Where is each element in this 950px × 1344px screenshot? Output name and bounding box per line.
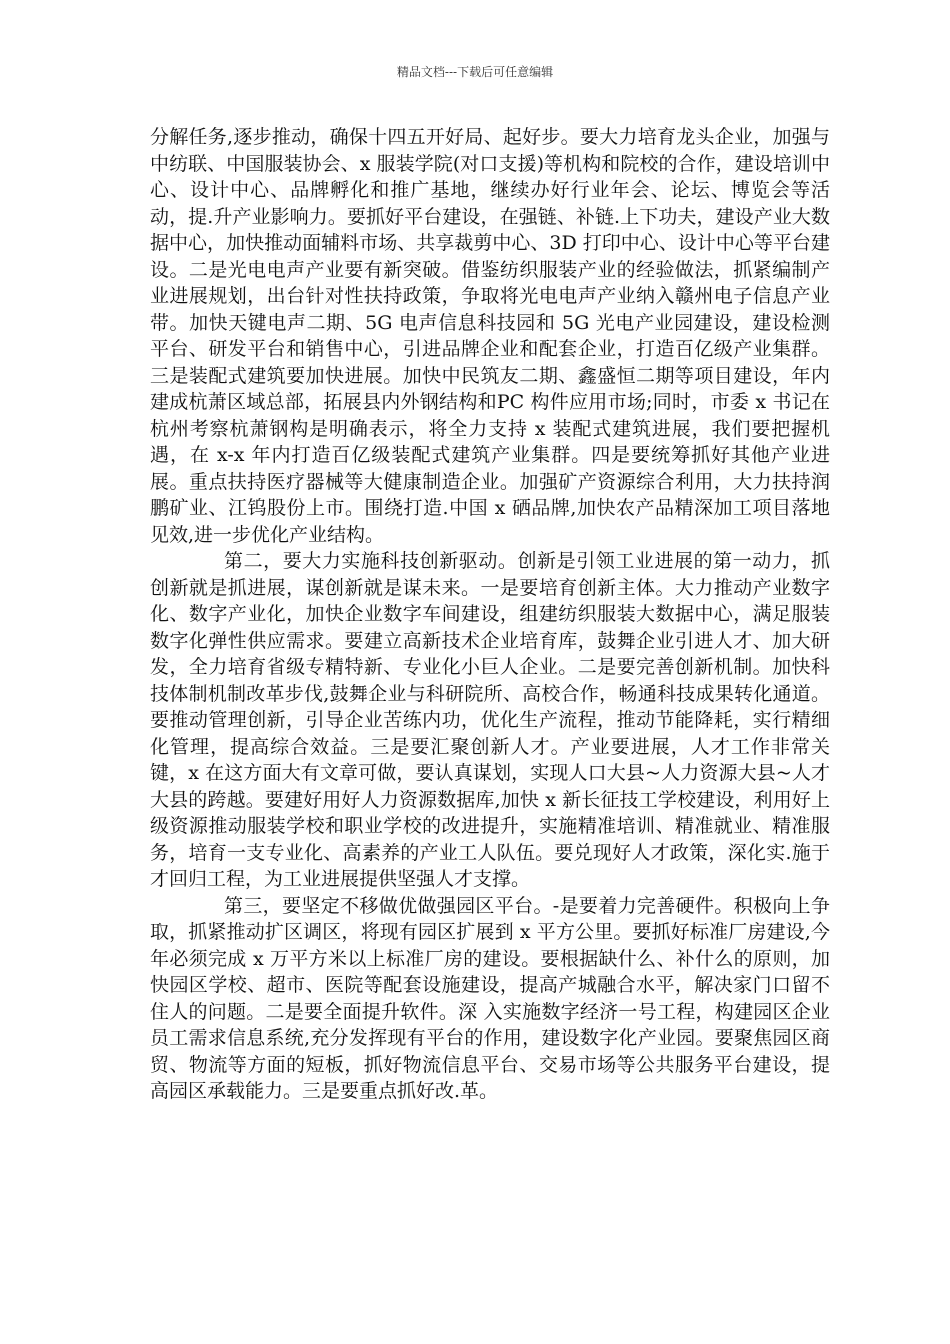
paragraph-1: 分解任务,逐步推动，确保十四五开好局、起好步。要大力培育龙头企业，加强与中纺联、中国服装协会、x 服装学院(对口支援)等机构和院校的合作，建设培训中心、设计中心、品牌孵化和推广基地，继续办好行业年会、论坛、博览会等活动，提.升产业影响力。要抓好平台建设，在强链、补链.上下功夫，建设产业大数据中心，加快推动面辅料市场、共享裁剪中心、3D 打印中心、设计中心等平台建设。二是光电电声产业要有新突破。借鉴纺织服装产业的经验做法，抓紧编制产业进展规划，出台针对性扶持政策，争取将光电电声产业纳入赣州电子信息产业带。加快天键电声二期、5G 电声信息科技园和 5G 光电产业园建设，建设检测平台、研发平台和销售中心，引进品牌企业和配套企业，打造百亿级产业集群。三是装配式建筑要加快进展。加快中民筑友二期、鑫盛恒二期等项目建设，年内建成杭萧区域总部，拓展县内外钢结构和PC 构件应用市场;同时，市委 x 书记在杭州考察杭萧钢构是明确表示，将全力支持 x 装配式建筑进展，我们要把握机遇，在 x-x 年内打造百亿级装配式建筑产业集群。四是要统筹抓好其他产业进展。重点扶持医疗器械等大健康制造企业。加强矿产资源综合利用，大力扶持润鹏矿业、江钨股份上市。围绕打造.中国 x 硒品牌,加快农产品精深加工项目落地见效,进一步优化产业结构。 — [150, 126, 830, 546]
paragraph-3: 第三，要坚定不移做优做强园区平台。-是要着力完善硬件。积极向上争取，抓紧推动扩区调区，将现有园区扩展到 x 平方公里。要抓好标准厂房建设,今年必须完成 x 万平方米以上标准厂房的建设。要根据缺什么、补什么的原则，加快园区学校、超市、医院等配套设施建设，提高产城融合水平，解决家门口留不住人的问题。二是要全面提升软件。深 入实施数字经济一号工程，构建园区企业员工需求信息系统,充分发挥现有平台的作用，建设数字化产业园。要聚焦园区商贸、物流等方面的短板，抓好物流信息平台、交易市场等公共服务平台建设，提高园区承载能力。三是要重点抓好改.革。 — [150, 894, 830, 1102]
page-header: 精品文档---下载后可任意编辑 — [396, 65, 554, 79]
document-body — [150, 124, 830, 1105]
paragraph-2: 第二，要大力实施科技创新驱动。创新是引领工业进展的第一动力，抓创新就是抓进展，谋创新就是谋未来。一是要培育创新主体。大力推动产业数字化、数字产业化，加快企业数字车间建设，组建纺织服装大数据中心，满足服装数字化弹性供应需求。要建立高新技术企业培育库，鼓舞企业引进人才、加大研发，全力培育省级专精特新、专业化小巨人企业。二是要完善创新机制。加快科技体制机制改革步伐,鼓舞企业与科研院所、高校合作，畅通科技成果转化通道。要推动管理创新，引导企业苦练内功，优化生产流程，推动节能降耗，实行精细化管理，提高综合效益。三是要汇聚创新人才。产业要进展，人才工作非常关键，x 在这方面大有文章可做，要认真谋划，实现人口大县~人力资源大县~人才大县的跨越。要建好用好人力资源数据库,加快 x 新长征技工学校建设，利用好上级资源推动服装学校和职业学校的改进提升，实施精准培训、精准就业、精准服务，培育一支专业化、高素养的产业工人队伍。要兑现好人才政策，深化实.施于才回归工程，为工业进展提供坚强人才支撑。 — [150, 550, 830, 890]
